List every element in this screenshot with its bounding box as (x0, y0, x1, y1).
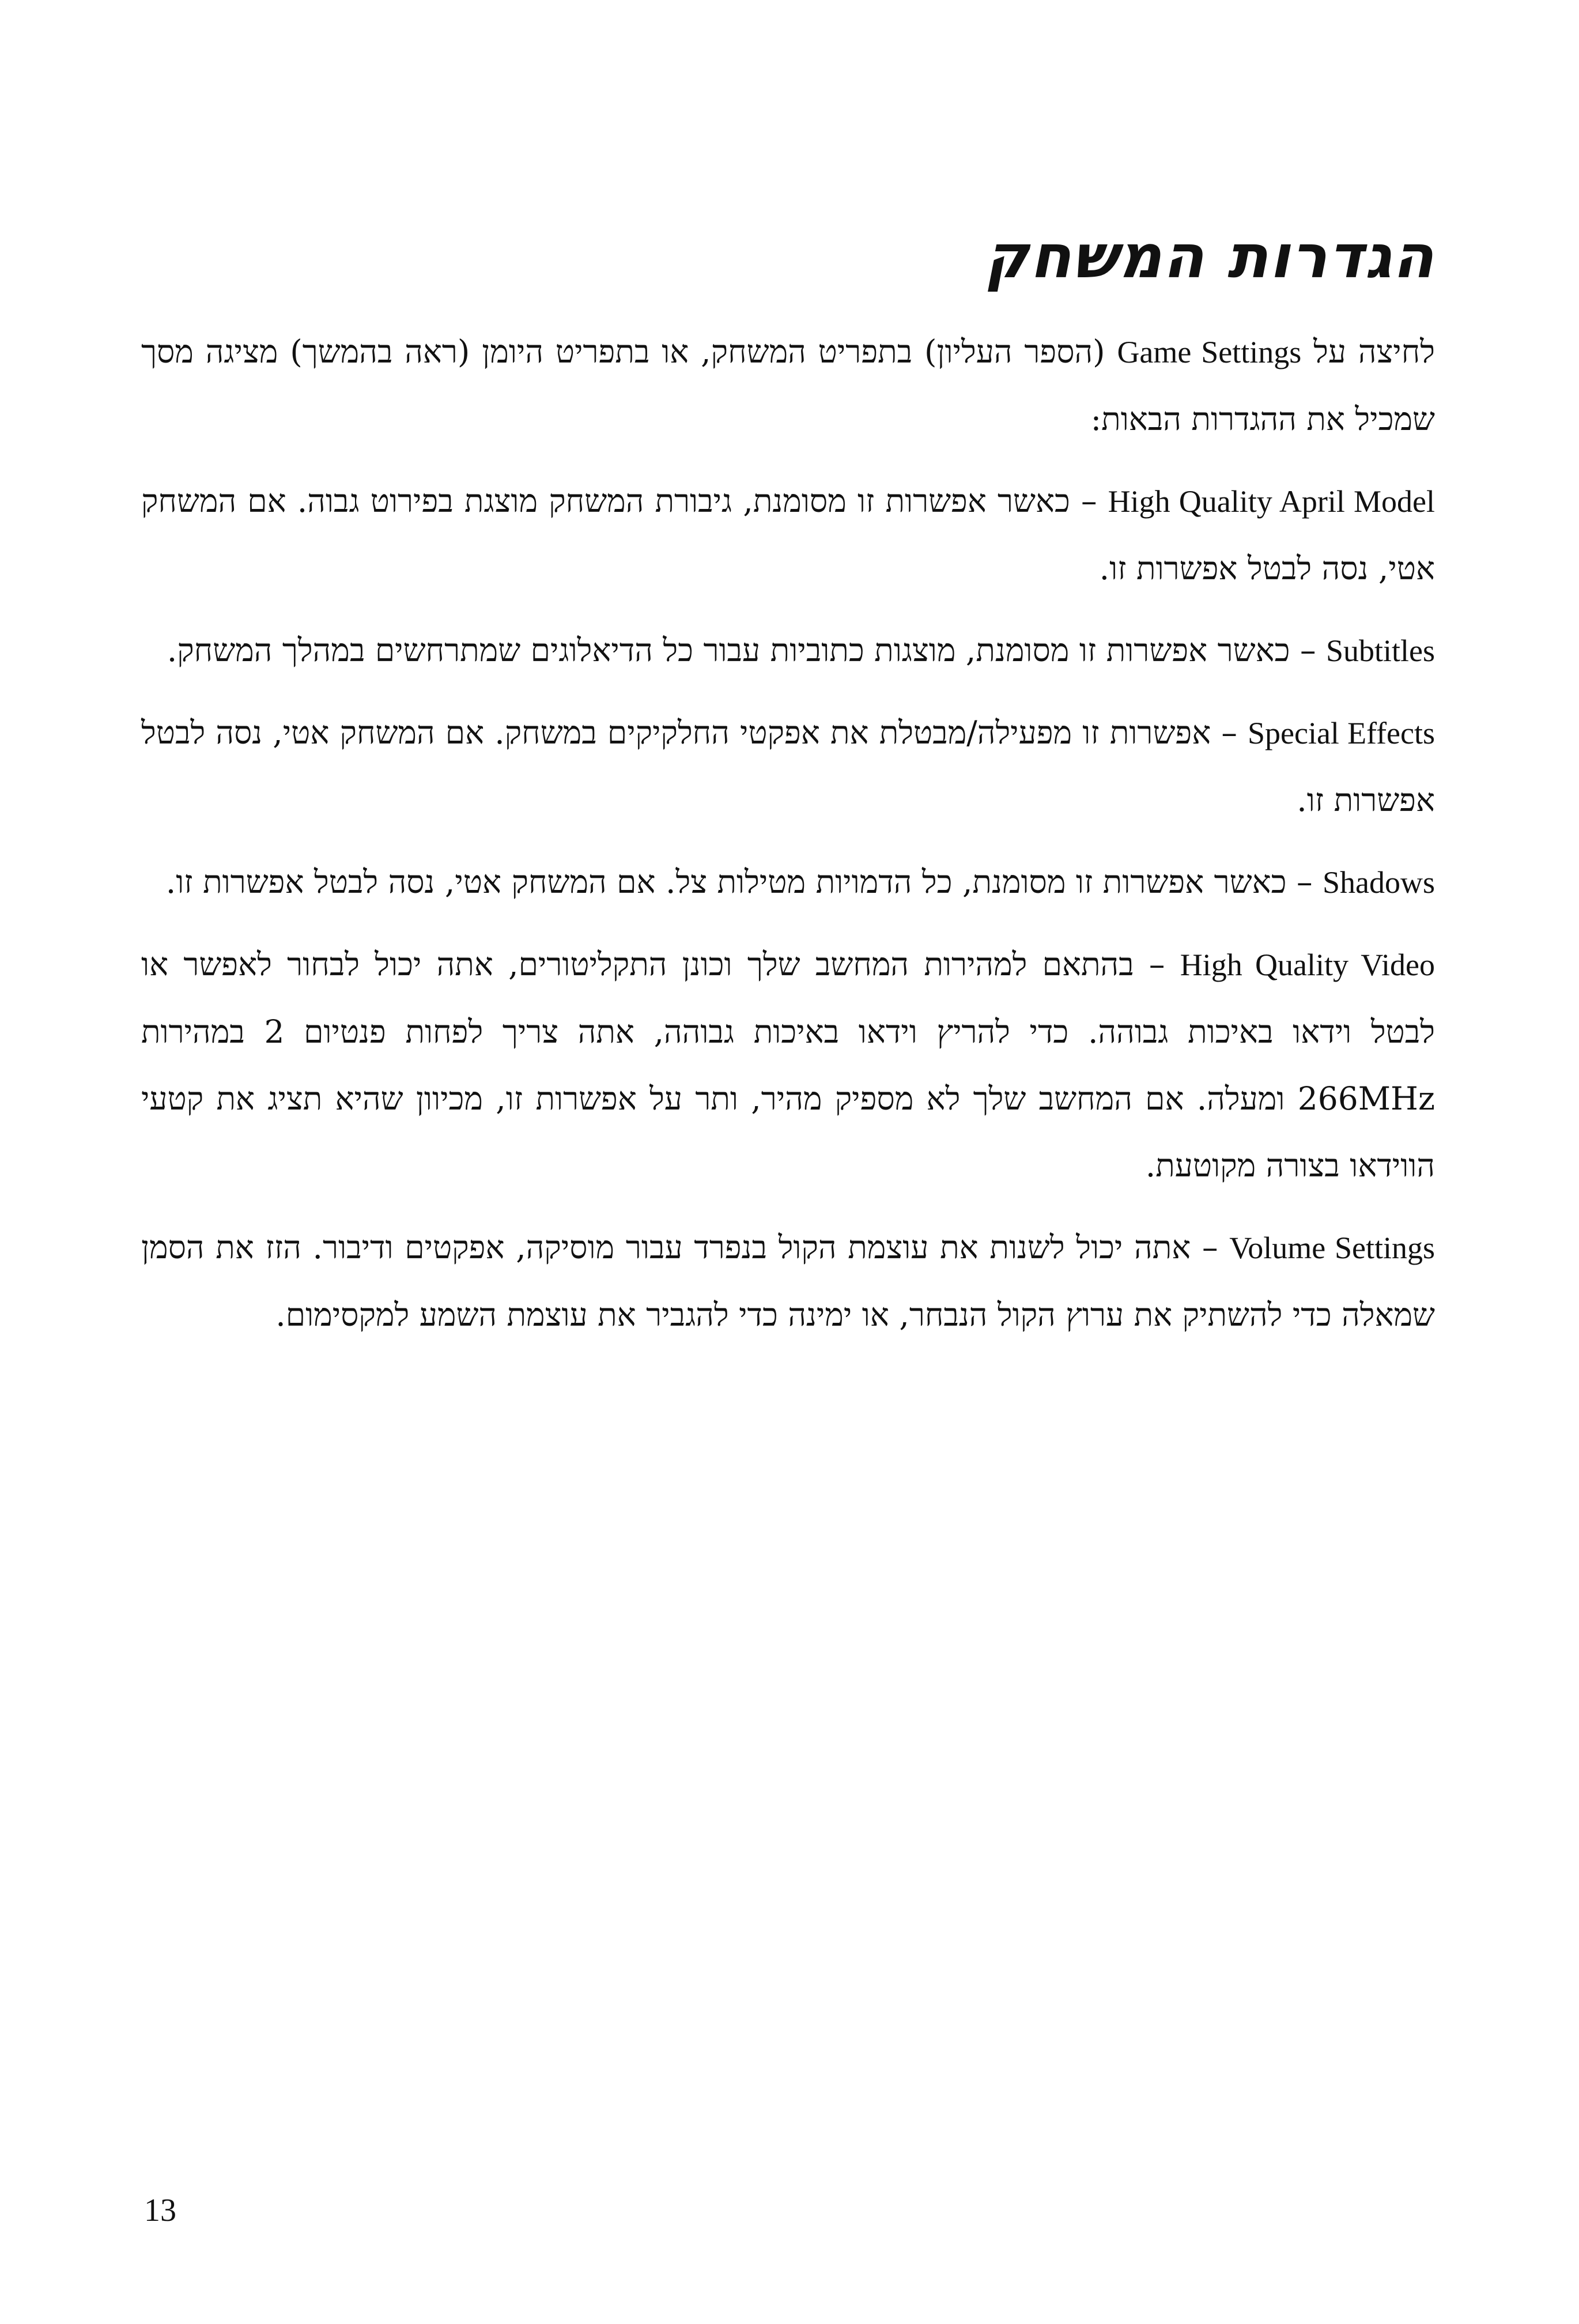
setting-description: – כאשר אפשרות זו מסומנת, גיבורת המשחק מוצגת בפירוט גבוה. אם המשחק אטי, נסה לבטל אפשרות זו. (141, 482, 1435, 587)
intro-text: (הספר העליון) בתפריט המשחק, או בתפריט היומן (ראה בהמשך) מציגה מסך שמכיל את ההגדרות הבאות: (141, 333, 1435, 437)
page-content (141, 219, 1435, 1363)
setting-subtitles (141, 617, 1435, 684)
setting-high-quality-april-model (141, 467, 1435, 602)
setting-description: – כאשר אפשרות זו מסומנת, כל הדמויות מטילות צל. אם המשחק אטי, נסה לבטל אפשרות זו. (165, 863, 1323, 900)
setting-term: Special Effects (1247, 716, 1436, 750)
setting-shadows (141, 848, 1435, 916)
setting-term: High Quality Video (1180, 948, 1435, 982)
intro-term: Game Settings (1117, 335, 1302, 369)
setting-description: – בהתאם למהירות המחשב שלך וכונן התקליטורים, אתה יכול לבחור לאפשר או לבטל וידאו באיכות גבוהה. כדי להריץ וידאו באיכות גבוהה, אתה צריך לפחות פנטיום 2 במהירות 266MHz ומעלה. אם המחשב שלך לא מספיק מהיר, ותר על אפשרות זו, מכיוון שהיא תציג את קטעי הווידאו בצורה מקוטעת. (141, 946, 1436, 1184)
page-number: 13 (144, 2193, 176, 2228)
setting-description: – אפשרות זו מפעילה/מבטלת את אפקטי החלקיקים במשחק. אם המשחק אטי, נסה לבטל אפשרות זו. (141, 714, 1435, 818)
setting-term: Shadows (1322, 865, 1435, 900)
setting-term: Subtitles (1325, 633, 1435, 668)
intro-paragraph (141, 318, 1435, 452)
setting-term: High Quality April Model (1108, 484, 1435, 519)
setting-term: Volume Settings (1229, 1231, 1435, 1265)
setting-volume-settings (141, 1214, 1435, 1348)
setting-special-effects (141, 699, 1435, 833)
setting-description: – אתה יכול לשנות את עוצמת הקול בנפרד עבור מוסיקה, אפקטים ודיבור. הזז את הסמן שמאלה כדי להשתיק את ערוץ הקול הנבחר, או ימינה כדי להגביר את עוצמת השמע למקסימום. (141, 1229, 1435, 1333)
setting-high-quality-video (141, 931, 1435, 1199)
intro-prefix: לחיצה על (1301, 333, 1435, 370)
page-title: הגדרות המשחק (984, 221, 1435, 292)
setting-description: – כאשר אפשרות זו מסומנת, מוצגות כתוביות עבור כל הדיאלוגים שמתרחשים במהלך המשחק. (167, 632, 1326, 669)
